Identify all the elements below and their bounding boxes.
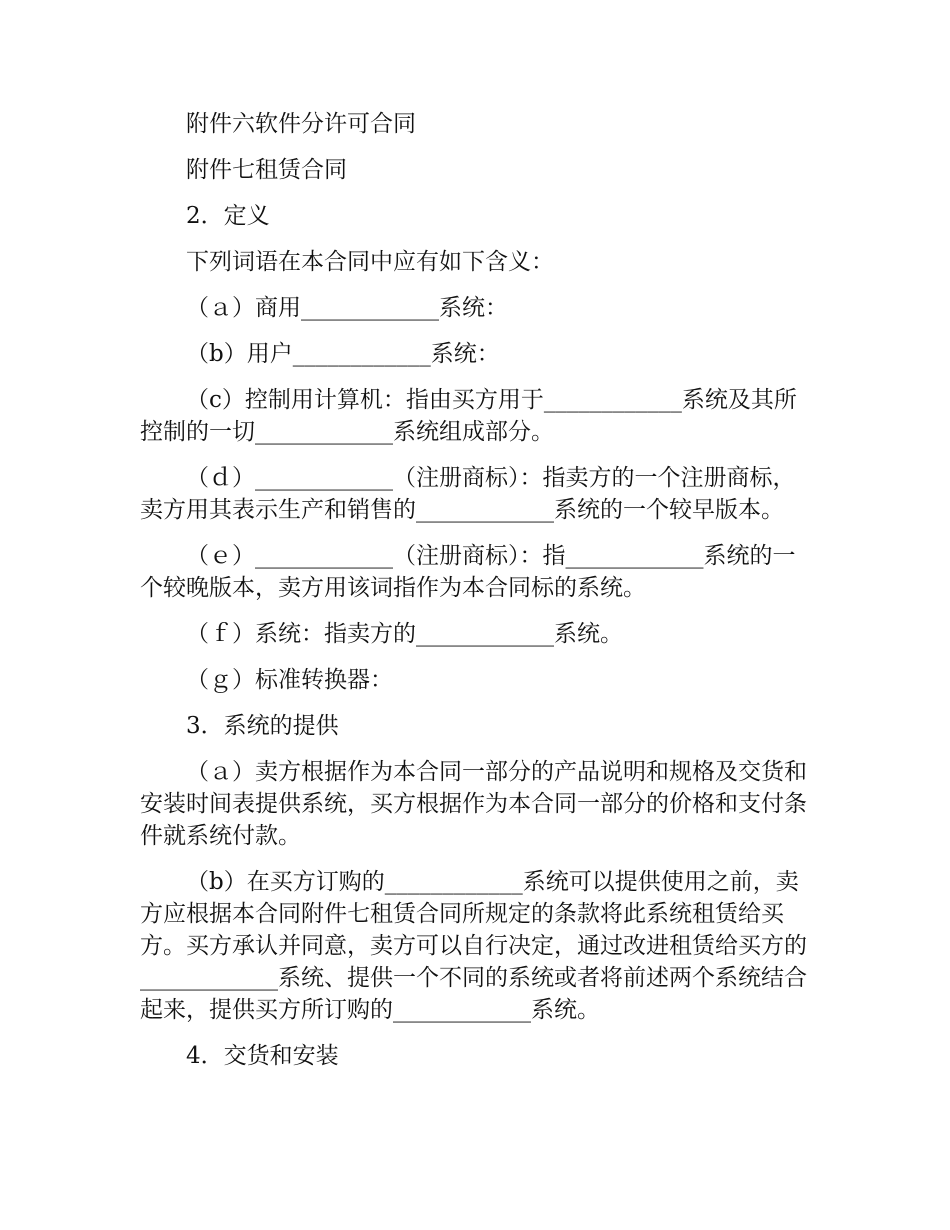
- definition-e: （ｅ）____________（注册商标）：指____________系统的一个较晚版本，卖方用该词指作为本合同标的系统。: [140, 543, 796, 601]
- document-page: [140, 108, 814, 1086]
- definition-f: （ｆ）系统：指卖方的____________系统。: [186, 621, 623, 647]
- definition-d: （ｄ）____________（注册商标）：指卖方的一个注册商标，卖方用其表示生产和销售的____________系统的一个较早版本。: [140, 465, 796, 523]
- section-heading-delivery: 4．交货和安装: [186, 1043, 339, 1069]
- supply-clause-a: （ａ）卖方根据作为本合同一部分的产品说明和规格及交货和安装时间表提供系统，买方根据作为本合同一部分的价格和支付条件就系统付款。: [140, 759, 807, 849]
- definitions-intro: 下列词语在本合同中应有如下含义：: [186, 249, 554, 275]
- section-heading-definitions: 2．定义: [186, 203, 270, 229]
- definition-c: （c）控制用计算机：指由买方用于____________系统及其所控制的一切____________系统组成部分。: [140, 387, 797, 445]
- annex-seven-line: 附件七租赁合同: [186, 157, 347, 183]
- definition-b: （b）用户____________系统：: [186, 341, 500, 367]
- definition-g: （ｇ）标准转换器：: [186, 667, 393, 693]
- definition-a: （ａ）商用____________系统：: [186, 295, 508, 321]
- supply-clause-b: （b）在买方订购的____________系统可以提供使用之前，卖方应根据本合同附件七租赁合同所规定的条款将此系统租赁给买方。买方承认并同意，卖方可以自行决定，通过改进租赁给买方的____________系统、提供一个不同的系统或者将前述两个系统结合起来，提供买方所订购的____________系统。: [140, 869, 807, 1023]
- annex-six-line: 附件六软件分许可合同: [186, 111, 416, 137]
- section-heading-system-supply: 3．系统的提供: [186, 713, 339, 739]
